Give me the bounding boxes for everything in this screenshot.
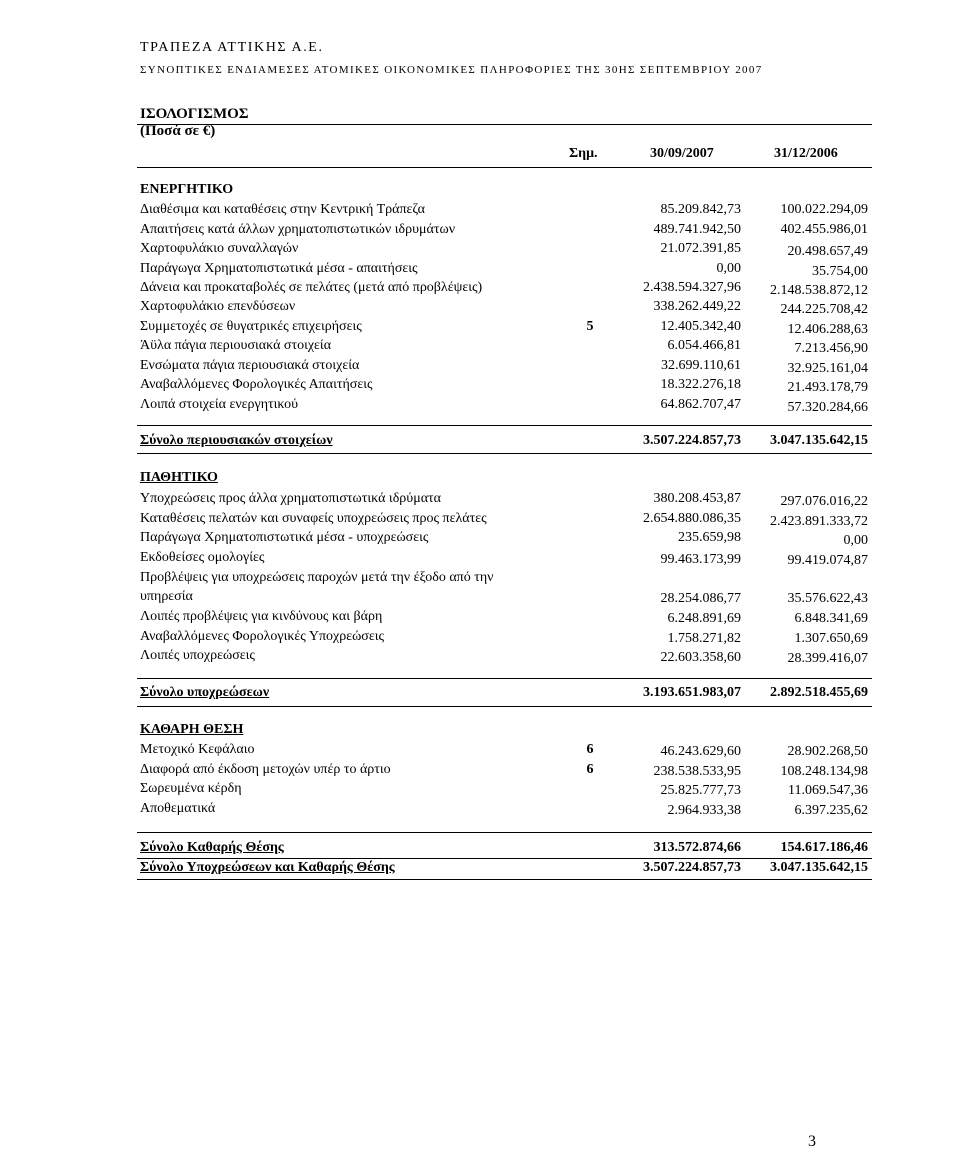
row-label: Αναβαλλόμενες Φορολογικές Απαιτήσεις [140,377,373,392]
table-row [0,570,960,610]
row-value-current: 28.254.086,77 [660,591,741,606]
section-heading-liabilities: ΠΑΘΗΤΙΚΟ [140,470,218,485]
row-note: 5 [586,319,594,334]
row-label: Παράγωγα Χρηματοπιστωτικά μέσα - υποχρεώσεις [140,530,429,545]
row-label: Διαφορά από έκδοση μετοχών υπέρ το άρτιο [140,762,391,777]
row-value-previous: 1.307.650,69 [794,631,868,646]
row-value-current: 0,00 [716,261,741,276]
divider-assets-bottom [137,453,872,454]
table-row [0,397,960,417]
row-value-previous: 6.848.341,69 [794,611,868,626]
row-note: 6 [586,762,594,777]
row-value-current: 6.248.891,69 [667,611,741,626]
row-value-current: 238.538.533,95 [653,764,741,779]
section-heading-assets: ΕΝΕΡΓΗΤΙΚΟ [140,182,234,197]
row-value-previous: 402.455.986,01 [780,222,868,237]
table-row [0,629,960,649]
report-subtitle: ΣΥΝΟΠΤΙΚΕΣ ΕΝΔΙΑΜΕΣΕΣ ΑΤΟΜΙΚΕΣ ΟΙΚΟΝΟΜΙΚΕΣ ΠΛΗΡΟΦΟΡΙΕΣ ΤΗΣ 30ΗΣ ΣΕΠΤΕΜΒΡΙΟΥ 2007 [140,64,763,76]
grand-total-label: Σύνολο Υποχρεώσεων και Καθαρής Θέσης [140,860,395,875]
table-row [0,609,960,629]
table-row [0,511,960,531]
row-label: Συμμετοχές σε θυγατρικές επιχειρήσεις [140,319,362,334]
row-label: Καταθέσεις πελατών και συναφείς υποχρεώσεις προς πελάτες [140,511,487,526]
divider-liabilities-bottom [137,706,872,707]
row-label: Υποχρεώσεις προς άλλα χρηματοπιστωτικά ιδρύματα [140,491,442,506]
total-value-previous: 2.892.518.455,69 [770,685,868,700]
grand-total-value-previous: 3.047.135.642,15 [770,860,868,875]
table-row [0,222,960,242]
table-row [0,530,960,550]
row-label: Μετοχικό Κεφάλαιο [140,742,255,757]
row-value-previous: 28.902.268,50 [787,744,868,759]
currency-note: (Ποσά σε €) [140,123,216,139]
row-label: Άϋλα πάγια περιουσιακά στοιχεία [140,338,332,353]
row-value-current: 12.405.342,40 [660,319,741,334]
divider-equity-total [137,832,872,833]
row-value-current: 338.262.449,22 [653,299,741,314]
row-label: Παράγωγα Χρηματοπιστωτικά μέσα - απαιτήσεις [140,261,418,276]
row-label: Ενσώματα πάγια περιουσιακά στοιχεία [140,358,360,373]
table-row [0,742,960,762]
row-label: Δάνεια και προκαταβολές σε πελάτες (μετά από προβλέψεις) [140,280,483,295]
row-value-previous: 11.069.547,36 [788,783,868,798]
total-value-previous: 154.617.186,46 [780,840,868,855]
row-label-continued: υπηρεσία [140,589,193,604]
divider-top [137,124,872,125]
divider-liabilities-total [137,678,872,679]
table-row [0,319,960,339]
total-row-liabilities [0,685,960,705]
row-value-current: 99.463.173,99 [660,552,741,567]
statement-title: ΙΣΟΛΟΓΙΣΜΟΣ [140,106,249,122]
table-row [0,801,960,821]
row-label: Χαρτοφυλάκιο συναλλαγών [140,241,299,256]
row-label: Απαιτήσεις κατά άλλων χρηματοπιστωτικών ιδρυμάτων [140,222,456,237]
row-value-current: 2.964.933,38 [667,803,741,818]
total-value-previous: 3.047.135.642,15 [770,433,868,448]
table-row [0,202,960,222]
row-value-current: 46.243.629,60 [660,744,741,759]
total-label: Σύνολο υποχρεώσεων [140,685,270,700]
table-row [0,377,960,397]
row-value-current: 489.741.942,50 [653,222,741,237]
row-value-current: 85.209.842,73 [660,202,741,217]
row-value-previous: 6.397.235,62 [794,803,868,818]
row-label: Λοιπές υποχρεώσεις [140,648,255,663]
row-value-previous: 297.076.016,22 [780,494,868,509]
row-value-previous: 28.399.416,07 [787,651,868,666]
row-value-current: 235.659,98 [678,530,741,545]
column-header-note: Σημ. [569,146,598,161]
divider-grand-total-bottom [137,879,872,880]
row-value-current: 2.654.880.086,35 [643,511,741,526]
row-label: Εκδοθείσες ομολογίες [140,550,265,565]
table-row [0,781,960,801]
row-label: Αναβαλλόμενες Φορολογικές Υποχρεώσεις [140,629,385,644]
row-label: Αποθεματικά [140,801,216,816]
table-row [0,762,960,782]
table-row [0,550,960,570]
total-value-current: 313.572.874,66 [653,840,741,855]
row-value-previous: 20.498.657,49 [787,244,868,259]
row-value-current: 22.603.358,60 [660,650,741,665]
column-header-current: 30/09/2007 [650,146,714,161]
row-value-previous: 108.248.134,98 [780,764,868,779]
row-value-previous: 7.213.456,90 [794,341,868,356]
table-row [0,241,960,261]
table-row [0,280,960,300]
row-note: 6 [586,742,594,757]
total-value-current: 3.193.651.983,07 [643,685,741,700]
total-row-equity [0,840,960,860]
row-value-previous: 100.022.294,09 [780,202,868,217]
row-value-current: 21.072.391,85 [660,241,741,256]
company-name: ΤΡΑΠΕΖΑ ΑΤΤΙΚΗΣ Α.Ε. [140,40,324,55]
row-value-previous: 2.423.891.333,72 [770,514,868,529]
divider-columns [137,167,872,168]
divider-assets-total [137,425,872,426]
row-value-current: 64.862.707,47 [660,397,741,412]
row-value-previous: 21.493.178,79 [787,380,868,395]
grand-total-value-current: 3.507.224.857,73 [643,860,741,875]
grand-total-row [0,860,960,880]
total-label: Σύνολο περιουσιακών στοιχείων [140,433,333,448]
row-value-current: 18.322.276,18 [660,377,741,392]
divider-equity-mid [137,858,872,859]
row-value-current: 32.699.110,61 [661,358,741,373]
row-value-previous: 0,00 [843,533,868,548]
row-value-previous: 244.225.708,42 [780,302,868,317]
table-row [0,299,960,319]
row-value-previous: 12.406.288,63 [787,322,868,337]
row-value-current: 2.438.594.327,96 [643,280,741,295]
total-label: Σύνολο Καθαρής Θέσης [140,840,284,855]
table-row [0,261,960,281]
column-header-previous: 31/12/2006 [774,146,838,161]
row-value-previous: 32.925.161,04 [787,361,868,376]
row-label: Λοιπές προβλέψεις για κινδύνους και βάρη [140,609,383,624]
row-value-previous: 57.320.284,66 [787,400,868,415]
table-row [0,491,960,511]
table-row [0,358,960,378]
row-value-current: 1.758.271,82 [667,631,741,646]
row-value-current: 25.825.777,73 [660,783,741,798]
row-value-current: 380.208.453,87 [653,491,741,506]
row-value-previous: 35.576.622,43 [787,591,868,606]
row-value-current: 6.054.466,81 [667,338,741,353]
row-value-previous: 99.419.074,87 [787,553,868,568]
statement-title-block [140,106,249,140]
row-value-previous: 2.148.538.872,12 [770,283,868,298]
row-label: Σωρευμένα κέρδη [140,781,242,796]
row-label: Λοιπά στοιχεία ενεργητικού [140,397,299,412]
section-heading-equity: ΚΑΘΑΡΗ ΘΕΣΗ [140,722,244,737]
row-label: Χαρτοφυλάκιο επενδύσεων [140,299,296,314]
row-label: Προβλέψεις για υποχρεώσεις παροχών μετά την έξοδο από την [140,570,494,585]
table-row [0,338,960,358]
total-row-assets [0,433,960,453]
total-value-current: 3.507.224.857,73 [643,433,741,448]
table-row [0,648,960,668]
row-label: Διαθέσιμα και καταθέσεις στην Κεντρική Τράπεζα [140,202,426,217]
row-value-previous: 35.754,00 [812,264,868,279]
page-number: 3 [808,1133,816,1150]
